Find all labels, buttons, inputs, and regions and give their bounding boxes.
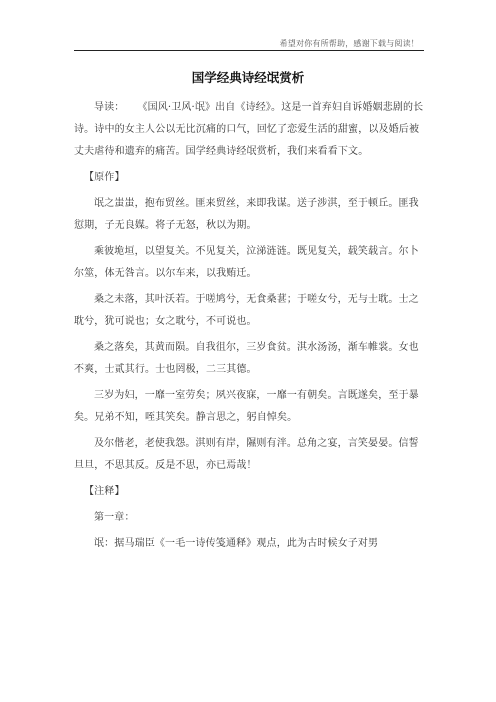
stanza-1: 氓之蚩蚩，抱布贸丝。匪来贸丝，来即我谋。送子涉淇，至于顿丘。匪我愆期，子无良媒。将子无怒，秋以为期。 (74, 197, 419, 232)
document-title: 国学经典诗经氓赏析 (191, 70, 305, 85)
lead-paragraph (74, 97, 424, 163)
header-divider (74, 50, 424, 51)
stanza-5: 三岁为妇，一靡一室劳矣；夙兴夜寐，一靡一有朝矣。言既遂矣，至于暴矣。兄弟不知，咥其笑矣。静言思之，躬自悼矣。 (74, 389, 419, 423)
note-first: 氓：据马瑞臣《一毛一诗传笺通释》观点，此为古时候女子对男 (94, 537, 379, 549)
stanza-2: 乘彼垝垣，以望复关。不见复关，泣涕涟涟。既见复关，载笑载言。尔卜尔筮，体无咎言。以尔车来，以我贿迁。 (74, 245, 419, 280)
document-body (74, 97, 424, 559)
lead-text: 《国风·卫风·氓》出自《诗经》。这是一首弃妇自诉婚姻悲剧的长诗。诗中的女主人公以无比沉痛的口气，回忆了恋爱生活的甜蜜，以及婚后被丈夫虐待和遗弃的痛苦。国学经典诗经氓赏析，我们来看看下文。 (74, 102, 424, 158)
chapter-label: 第一章： (94, 511, 135, 523)
stanza-4: 桑之落矣，其黄而陨。自我徂尔，三岁食贫。淇水汤汤，渐车帷裳。女也不爽，士贰其行。士也罔极，二三其德。 (74, 341, 419, 376)
notes-heading: 【注释】 (84, 485, 125, 497)
original-heading: 【原作】 (84, 172, 125, 184)
lead-label: 导读： (94, 102, 125, 113)
stanza-3: 桑之未落，其叶沃若。于嗟鸠兮，无食桑葚；于嗟女兮，无与士耽。士之耽兮，犹可说也；女之耽兮，不可说也。 (74, 293, 419, 328)
stanza-6: 及尔偕老，老使我怨。淇则有岸，隰则有泮。总角之宴，言笑晏晏。信誓旦旦，不思其反。反是不思，亦已焉哉！ (74, 437, 419, 471)
header-note: 希望对你有所帮助，感谢下载与阅读！ (279, 39, 419, 48)
